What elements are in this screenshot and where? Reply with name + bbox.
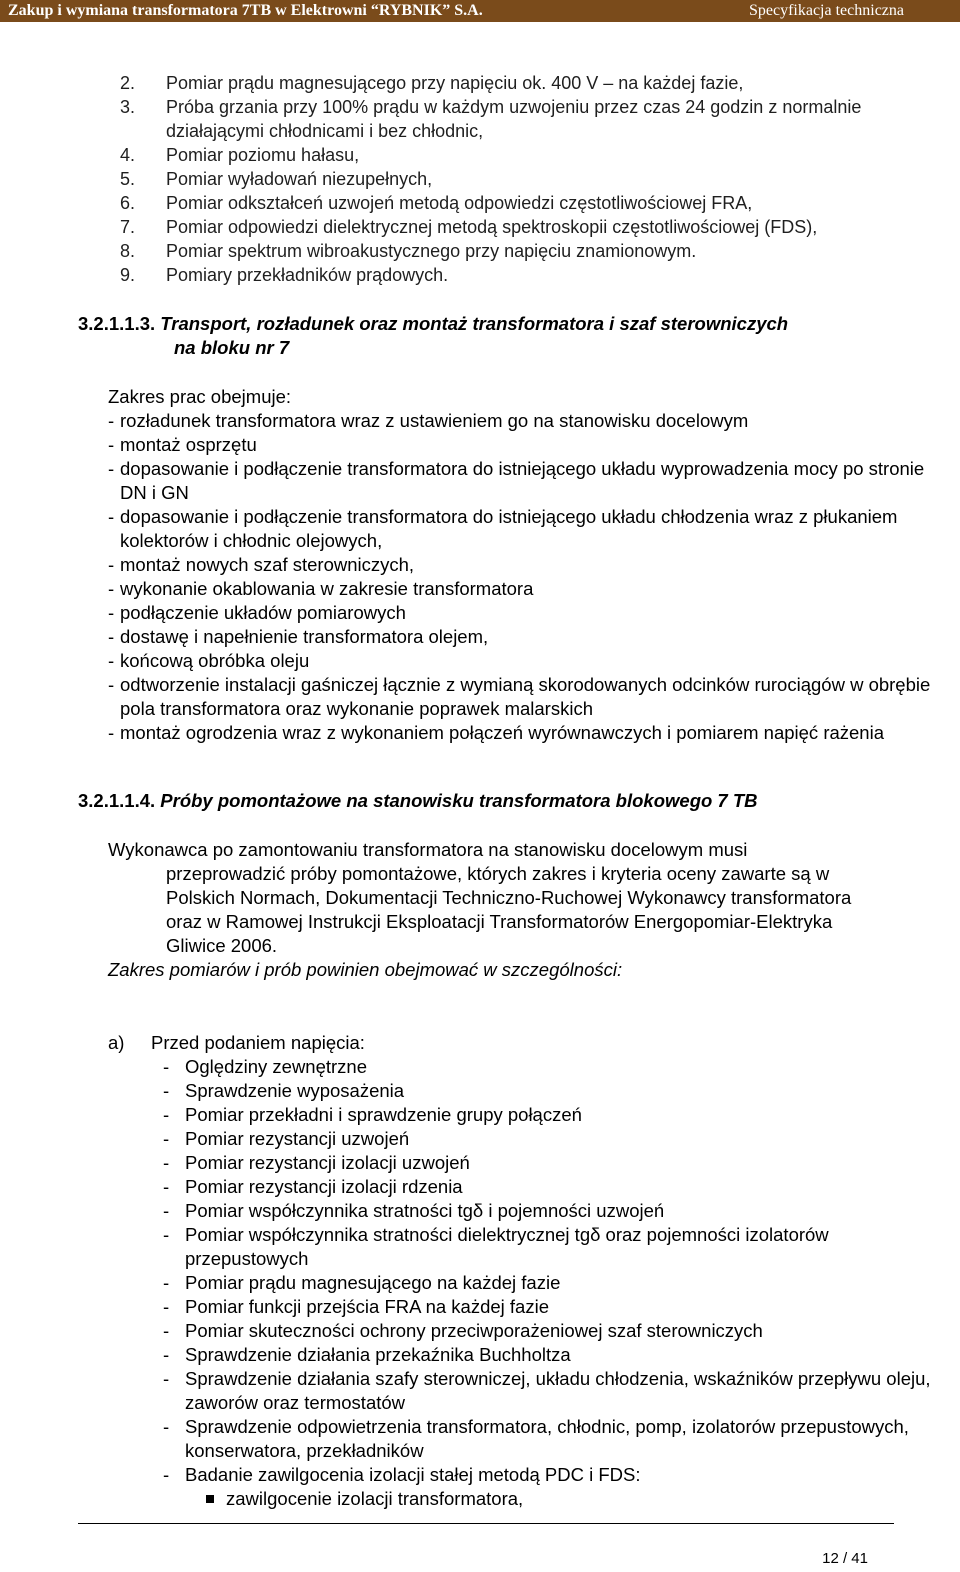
list-item: - Sprawdzenie wyposażenia <box>163 1080 405 1101</box>
paragraph-line: Polskich Normach, Dokumentacji Techniczno-Ruchowej Wykonawcy transformatora <box>166 887 852 908</box>
page-header <box>0 0 960 22</box>
list-item: 6. Pomiar odkształceń uzwojeń metodą odpowiedzi częstotliwościowej FRA, <box>120 193 753 213</box>
list-item: - końcową obróbka oleju <box>108 650 310 671</box>
list-item: 9. Pomiary przekładników prądowych. <box>120 265 449 285</box>
scope-line: Zakres pomiarów i prób powinien obejmować w szczególności: <box>108 959 623 980</box>
header-title: Zakup i wymiana transformatora 7TB w Elektrowni “RYBNIK” S.A. <box>8 2 483 19</box>
list-item: 5. Pomiar wyładowań niezupełnych, <box>120 169 433 189</box>
section-tests-body <box>108 838 948 982</box>
list-item: 3. Próba grzania przy 100% prądu w każdym uzwojeniu przez czas 24 godzin z normalnie działającymi chłodnicami i bez chłodnic, <box>120 97 862 141</box>
list-item: - Pomiar prądu magnesującego na każdej fazie <box>163 1272 561 1293</box>
pre-energize-checks <box>108 1055 948 1487</box>
tests-list <box>108 1031 948 1511</box>
list-item: - Pomiar rezystancji izolacji uzwojeń <box>163 1152 470 1173</box>
footer-divider <box>78 1523 894 1524</box>
bullet-item: zawilgocenie izolacji transformatora, <box>108 1487 948 1511</box>
list-item: - Pomiar współczynnika stratności tgδ i pojemności uzwojeń <box>163 1200 665 1221</box>
list-item: - Pomiar przekładni i sprawdzenie grupy połączeń <box>163 1104 582 1125</box>
list-item: - odtworzenie instalacji gaśniczej łącznie z wymianą skorodowanych odcinków rurociągów w obrębie pola transformatora oraz wykonanie poprawek malarskich <box>108 674 931 719</box>
list-item: 8. Pomiar spektrum wibroakustycznego przy napięciu znamionowym. <box>120 241 697 261</box>
list-item: 4. Pomiar poziomu hałasu, <box>120 145 360 165</box>
list-item: - montaż nowych szaf sterowniczych, <box>108 554 415 575</box>
paragraph-line: oraz w Ramowej Instrukcji Eksploatacji Transformatorów Energopomiar-Elektryka <box>166 911 833 932</box>
list-item: - Pomiar rezystancji izolacji rdzenia <box>163 1176 463 1197</box>
section-heading-transport: 3.2.1.1.3. Transport, rozładunek oraz montaż transformatora i szaf sterowniczych na bloku nr 7 <box>78 313 789 358</box>
list-item-a: a) Przed podaniem napięcia: <box>108 1032 365 1053</box>
list-item: - Pomiar rezystancji uzwojeń <box>163 1128 410 1149</box>
list-item: - Sprawdzenie działania szafy sterowniczej, układu chłodzenia, wskaźników przepływu oleju, zaworów oraz termostatów <box>163 1368 931 1413</box>
list-item: - wykonanie okablowania w zakresie transformatora <box>108 578 534 599</box>
list-item: - Pomiar funkcji przejścia FRA na każdej fazie <box>163 1296 549 1317</box>
section-transport-body <box>108 385 948 745</box>
list-item: 2. Pomiar prądu magnesującego przy napięciu ok. 400 V – na każdej fazie, <box>120 73 744 93</box>
list-item: - montaż ogrodzenia wraz z wykonaniem połączeń wyrównawczych i pomiarem napięć rażenia <box>108 722 884 743</box>
list-item: - rozładunek transformatora wraz z ustawieniem go na stanowisku docelowym <box>108 410 749 431</box>
list-item: - Sprawdzenie odpowietrzenia transformatora, chłodnic, pomp, izolatorów przepustowych, konserwatora, przekładników <box>163 1416 909 1461</box>
list-item: - podłączenie układów pomiarowych <box>108 602 406 623</box>
paragraph-line: Wykonawca po zamontowaniu transformatora na stanowisku docelowym musi <box>108 839 748 860</box>
section-heading-tests: 3.2.1.1.4. Próby pomontażowe na stanowisku transformatora blokowego 7 TB <box>78 790 758 811</box>
list-item: - dostawę i napełnienie transformatora olejem, <box>108 626 489 647</box>
paragraph-line: przeprowadzić próby pomontażowe, których zakres i kryteria oceny zawarte są w <box>166 863 830 884</box>
list-item: - dopasowanie i podłączenie transformatora do istniejącego układu chłodzenia wraz z płukaniem kolektorów i chłodnic olejowych, <box>108 506 898 551</box>
square-bullet-icon <box>206 1495 214 1503</box>
page-number: 12 / 41 <box>822 1550 868 1567</box>
scope-intro: Zakres prac obejmuje: <box>108 386 292 407</box>
list-item: - dopasowanie i podłączenie transformatora do istniejącego układu wyprowadzenia mocy po stronie DN i GN <box>108 458 925 503</box>
list-item: 7. Pomiar odpowiedzi dielektrycznej metodą spektroskopii częstotliwościowej (FDS), <box>120 217 818 237</box>
list-item: - Badanie zawilgocenia izolacji stałej metodą PDC i FDS: <box>163 1464 641 1485</box>
list-item: - Oględziny zewnętrzne <box>163 1056 368 1077</box>
header-doc-type: Specyfikacja techniczna <box>748 2 904 19</box>
list-item: - Pomiar skuteczności ochrony przeciwporażeniowej szaf sterowniczych <box>163 1320 763 1341</box>
list-item: - Sprawdzenie działania przekaźnika Buchholtza <box>163 1344 571 1365</box>
measurement-list <box>120 71 950 287</box>
list-item: - montaż osprzętu <box>108 434 257 455</box>
paragraph-line: Gliwice 2006. <box>166 935 278 956</box>
list-item: - Pomiar współczynnika stratności dielektrycznej tgδ oraz pojemności izolatorów przepustowych <box>163 1224 829 1269</box>
